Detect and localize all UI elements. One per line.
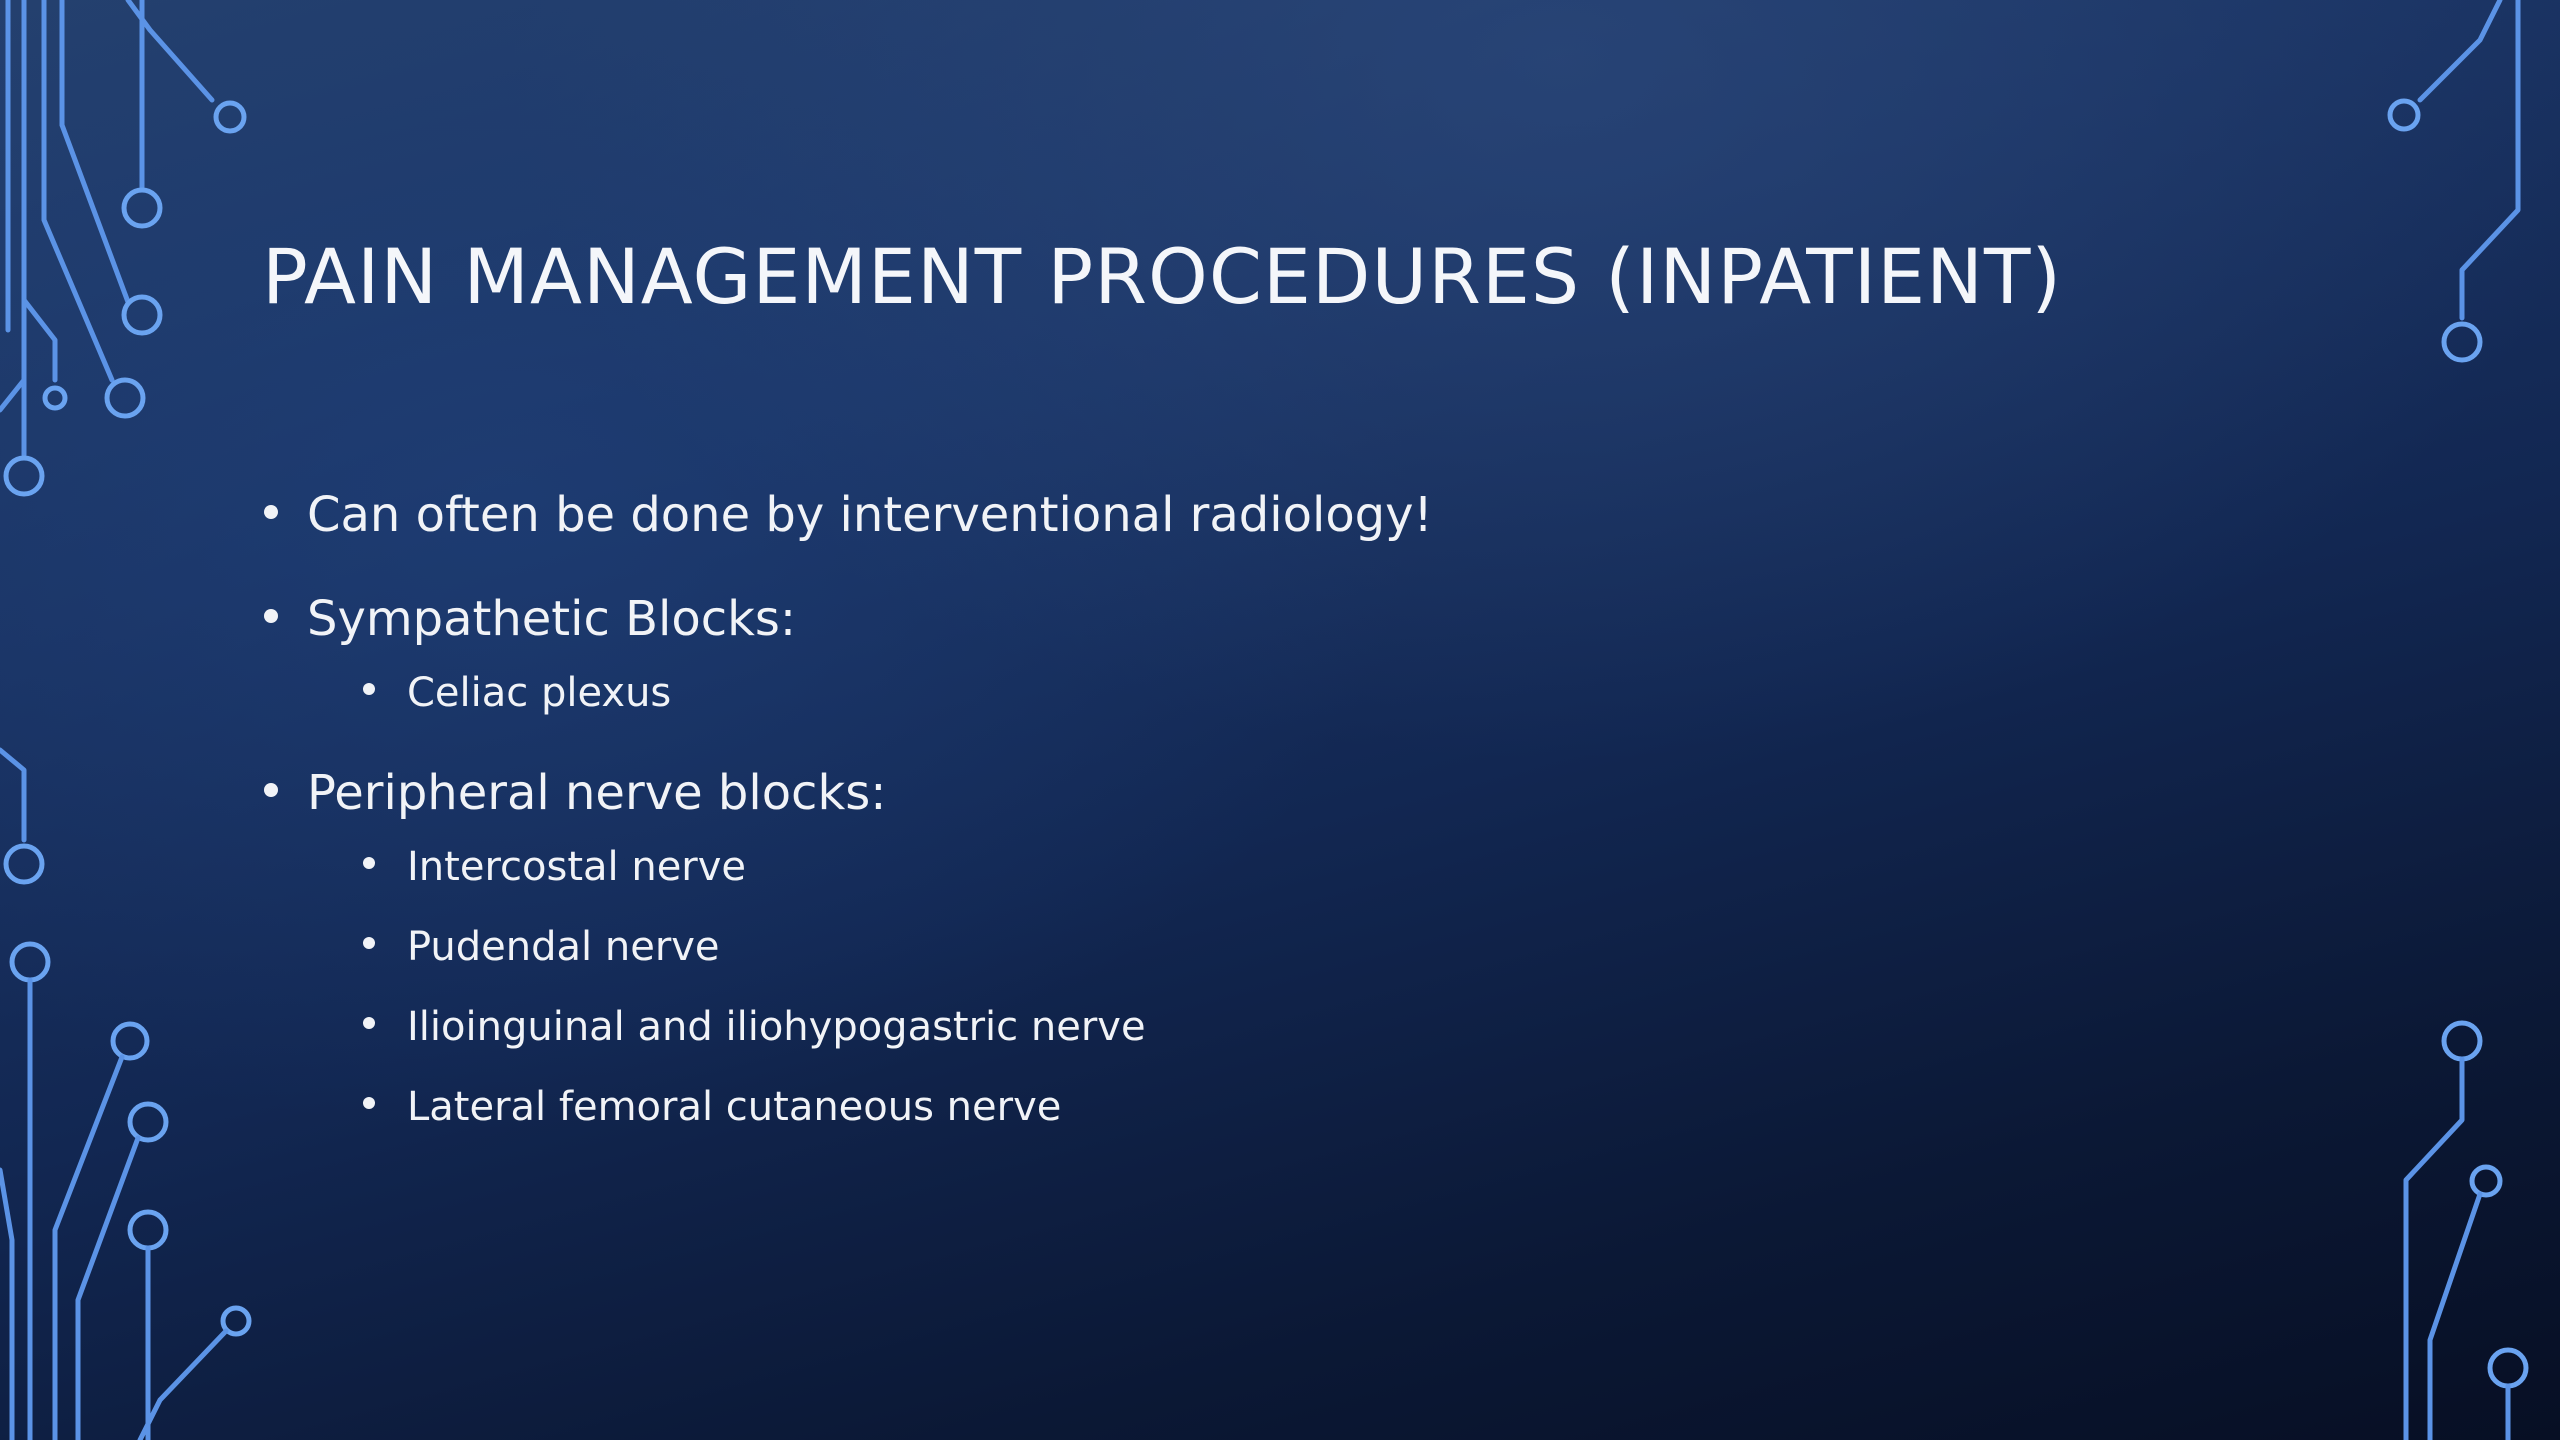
sub-bullet-text: Lateral femoral cutaneous nerve [407,1084,1062,1130]
bullet-text: Peripheral nerve blocks: [307,765,887,821]
bullet-dot-icon [264,783,278,797]
bullet-item [262,589,2162,719]
sub-bullet-list [307,841,2162,1133]
sub-bullet-item [357,1001,2162,1053]
sub-bullet-item [357,667,2162,719]
bullet-dot-icon [363,683,375,695]
bullet-text: Sympathetic Blocks: [307,591,797,647]
bullet-dot-icon [363,857,375,869]
bullet-dot-icon [264,505,278,519]
sub-bullet-text: Celiac plexus [407,670,672,716]
bullet-list [262,485,2162,1133]
bullet-dot-icon [363,937,375,949]
sub-bullet-text: Intercostal nerve [407,844,747,890]
sub-bullet-item [357,921,2162,973]
bullet-dot-icon [264,609,278,623]
bullet-item [262,763,2162,1133]
circuit-decoration-top-left [0,0,300,520]
circuit-decoration-top-right [2340,0,2560,380]
sub-bullet-item [357,1081,2162,1133]
sub-bullet-item [357,841,2162,893]
sub-bullet-text: Pudendal nerve [407,924,720,970]
bullet-dot-icon [363,1017,375,1029]
bullet-text: Can often be done by interventional radiology! [307,487,1433,543]
circuit-decoration-bottom-left [0,940,280,1440]
circuit-decoration-left-middle [0,740,60,900]
sub-bullet-text: Ilioinguinal and iliohypogastric nerve [407,1004,1146,1050]
sub-bullet-list [307,667,2162,719]
circuit-decoration-bottom-right [2340,1010,2560,1440]
bullet-dot-icon [363,1097,375,1109]
bullet-item [262,485,2162,545]
slide-title: PAIN MANAGEMENT PROCEDURES (INPATIENT) [262,232,2063,321]
